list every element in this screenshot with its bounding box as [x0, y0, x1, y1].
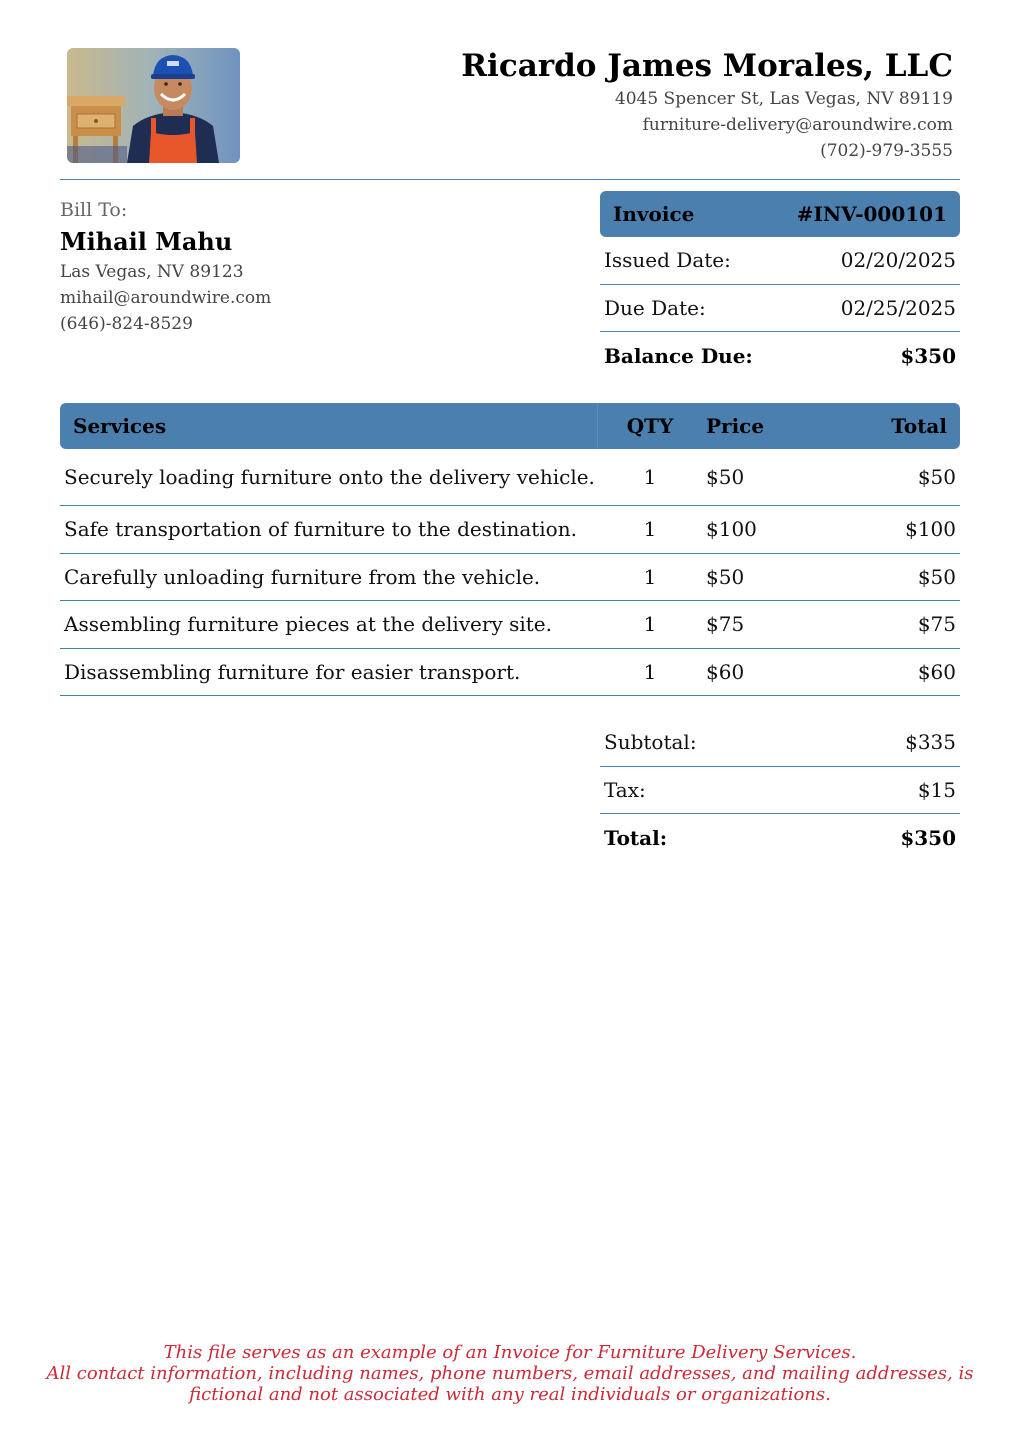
client-address: Las Vegas, NV 89123 — [60, 262, 244, 282]
table-row — [60, 506, 960, 554]
service-description: Disassembling furniture for easier transport. — [64, 659, 521, 684]
tax-row — [600, 767, 960, 815]
service-description: Assembling furniture pieces at the delivery site. — [64, 612, 552, 637]
service-total: $75 — [917, 612, 956, 637]
total-row — [600, 814, 960, 862]
client-phone: (646)-824-8529 — [60, 314, 193, 334]
service-description: Carefully unloading furniture from the vehicle. — [64, 564, 541, 589]
issued-date-row — [600, 237, 960, 285]
table-row — [60, 601, 960, 649]
service-price: $50 — [706, 564, 745, 589]
table-row — [60, 449, 960, 506]
balance-due-label: Balance Due: — [604, 343, 753, 368]
header-services: Services — [60, 403, 598, 449]
issued-date-value: 02/20/2025 — [840, 248, 956, 273]
header-qty: QTY — [626, 414, 674, 438]
subtotal-row — [600, 719, 960, 767]
service-qty: 1 — [643, 612, 657, 637]
service-total: $100 — [905, 517, 956, 542]
service-price: $60 — [706, 659, 745, 684]
invoice-header — [600, 191, 960, 237]
company-info — [461, 46, 953, 164]
header-total: Total — [891, 414, 947, 438]
service-price: $100 — [706, 517, 757, 542]
header-price: Price — [706, 414, 765, 438]
company-photo — [67, 48, 240, 163]
disclaimer-line-2: All contact information, including names, phone numbers, email addresses, and mailing addresses, is — [46, 1363, 974, 1384]
total-value: $350 — [900, 825, 956, 850]
invoice-number: #INV-000101 — [796, 202, 947, 226]
service-qty: 1 — [643, 465, 657, 489]
balance-due-row — [600, 332, 960, 380]
service-qty: 1 — [643, 564, 657, 589]
service-qty: 1 — [643, 659, 657, 684]
invoice-summary — [600, 191, 960, 380]
invoice-label: Invoice — [613, 202, 695, 226]
service-qty: 1 — [643, 517, 657, 542]
table-row — [60, 649, 960, 697]
services-header-row — [60, 403, 960, 449]
portrait-photo-icon — [67, 48, 240, 163]
service-description: Securely loading furniture onto the delivery vehicle. — [64, 464, 595, 489]
header-divider — [60, 179, 960, 180]
disclaimer-line-3: fictional and not associated with any real individuals or organizations. — [189, 1384, 831, 1405]
subtotal-label: Subtotal: — [604, 730, 697, 755]
issued-date-label: Issued Date: — [604, 248, 731, 273]
disclaimer-line-1: This file serves as an example of an Invoice for Furniture Delivery Services. — [163, 1342, 857, 1363]
company-address: 4045 Spencer St, Las Vegas, NV 89119 — [614, 89, 953, 109]
service-description: Safe transportation of furniture to the destination. — [64, 517, 577, 542]
company-phone: (702)-979-3555 — [820, 141, 953, 161]
due-date-row — [600, 285, 960, 333]
total-label: Total: — [604, 825, 668, 850]
client-name: Mihail Mahu — [60, 227, 233, 256]
service-total: $50 — [917, 465, 956, 489]
services-table — [60, 403, 960, 696]
company-name: Ricardo James Morales, LLC — [461, 48, 953, 84]
service-price: $50 — [706, 465, 745, 489]
bill-to-label: Bill To: — [60, 199, 128, 221]
due-date-label: Due Date: — [604, 295, 706, 320]
table-row — [60, 554, 960, 602]
service-price: $75 — [706, 612, 745, 637]
disclaimer-footer — [0, 1342, 1020, 1405]
bill-to-section — [60, 197, 271, 337]
totals-section — [600, 719, 960, 862]
tax-label: Tax: — [604, 777, 646, 802]
tax-value: $15 — [917, 777, 956, 802]
due-date-value: 02/25/2025 — [840, 295, 956, 320]
balance-due-value: $350 — [900, 343, 956, 368]
company-email[interactable]: furniture-delivery@aroundwire.com — [642, 115, 953, 135]
service-total: $50 — [917, 564, 956, 589]
client-email[interactable]: mihail@aroundwire.com — [60, 288, 272, 308]
service-total: $60 — [917, 659, 956, 684]
subtotal-value: $335 — [905, 730, 956, 755]
